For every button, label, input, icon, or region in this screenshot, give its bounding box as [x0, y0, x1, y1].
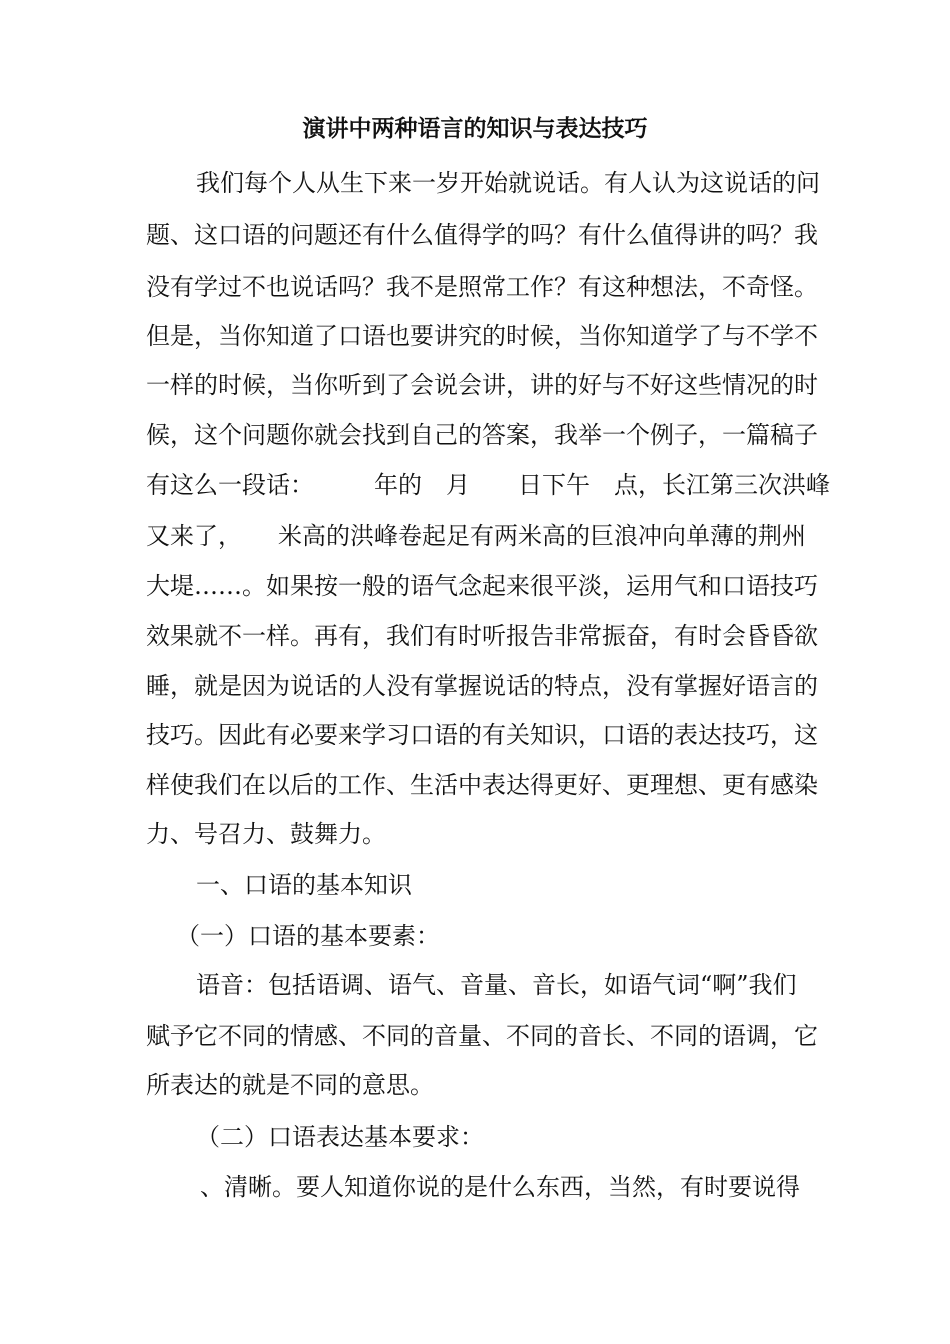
body-line-17: 所表达的就是不同的意思。 [146, 1071, 434, 1099]
body-line-9: 大堤……。如果按一般的语气念起来很平淡，运用气和口语技巧 [146, 572, 818, 600]
body-line-2: 题、这口语的问题还有什么值得学的吗？有什么值得讲的吗？我 [146, 221, 818, 249]
body-line-11: 睡，就是因为说话的人没有掌握说话的特点，没有掌握好语言的 [146, 672, 818, 700]
body-line-13: 样使我们在以后的工作、生活中表达得更好、更理想、更有感染 [146, 771, 818, 799]
body-line-12: 技巧。因此有必要来学习口语的有关知识，口语的表达技巧，这 [146, 721, 818, 749]
section-heading-1: 一、口语的基本知识 [196, 871, 412, 899]
subsection-heading-1: （一）口语的基本要素： [176, 922, 440, 950]
body-line-18: 、清晰。要人知道你说的是什么东西，当然，有时要说得 [200, 1173, 800, 1201]
body-line-3: 没有学过不也说话吗？我不是照常工作？有这种想法，不奇怪。 [146, 273, 818, 301]
body-line-5: 一样的时候，当你听到了会说会讲，讲的好与不好这些情况的时 [146, 371, 818, 399]
document-title: 演讲中两种语言的知识与表达技巧 [302, 115, 648, 142]
body-line-4: 但是，当你知道了口语也要讲究的时候，当你知道学了与不学不 [146, 322, 818, 350]
body-line-1: 我们每个人从生下来一岁开始就说话。有人认为这说话的问 [196, 169, 820, 197]
body-line-14: 力、号召力、鼓舞力。 [146, 820, 386, 848]
body-line-8: 又来了， 米高的洪峰卷起足有两米高的巨浪冲向单薄的荆州 [146, 522, 806, 550]
body-line-7: 有这么一段话： 年的 月 日下午 点，长江第三次洪峰 [146, 471, 830, 499]
body-line-10: 效果就不一样。再有，我们有时听报告非常振奋，有时会昏昏欲 [146, 622, 818, 650]
body-line-16: 赋予它不同的情感、不同的音量、不同的音长、不同的语调，它 [146, 1022, 818, 1050]
body-line-6: 候，这个问题你就会找到自己的答案，我举一个例子，一篇稿子 [146, 421, 818, 449]
subsection-heading-2: （二）口语表达基本要求： [196, 1123, 484, 1151]
body-line-15: 语音：包括语调、语气、音量、音长，如语气词“啊”我们 [196, 971, 797, 999]
